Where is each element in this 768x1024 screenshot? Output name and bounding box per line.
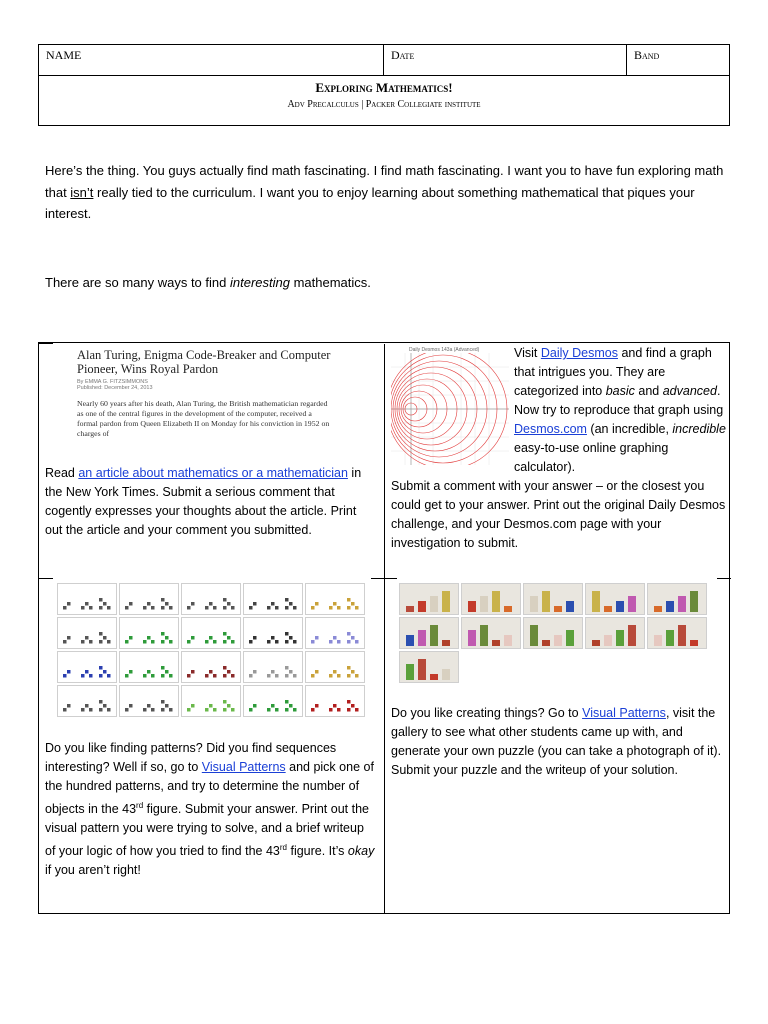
pattern-tile (305, 651, 365, 683)
patterns-instructions: Do you like finding patterns? Did you find sequences interesting? Well if so, go to Visual Patterns and pick one of the hundred patterns, and try to determine the number of objects in the 43rd figure. Submit your answer. Print out the visual pattern you were trying to solve, and a brief writeup of your logic of how you tried to find the 43rd figure. It’s okay if you aren’t right! (45, 741, 375, 878)
puzzle-photo (585, 583, 645, 615)
puzzle-photo (523, 583, 583, 615)
puzzle-photo (647, 617, 707, 649)
pattern-tile (57, 617, 117, 649)
create-instructions: Do you like creating things? Go to Visual Patterns, visit the gallery to see what other students came up with, and generate your own puzzle (you can take a photograph of it). Submit your puzzle and the writeup of your solution. (391, 706, 722, 777)
puzzle-photo (585, 617, 645, 649)
isnt-underlined: isn’t (70, 184, 94, 200)
page-subtitle: Adv Precalculus | Packer Collegiate institute (287, 99, 481, 110)
pattern-tile (119, 685, 179, 717)
nyt-excerpt: Nearly 60 years after his death, Alan Turing, the British mathematician regarded as one of the central figures in the development of the computer, received a formal pardon from Queen Elizabeth II on Monday for his conviction in 1952 on charges of (77, 399, 330, 438)
name-label: NAME (46, 48, 82, 62)
header-table (38, 44, 730, 126)
nyt-byline: By EMMA G. FITZSIMMONS (77, 379, 148, 385)
puzzle-photo (647, 583, 707, 615)
puzzle-photo (461, 617, 521, 649)
desmos-caption: Daily Desmos 143a (Advanced) (409, 347, 480, 353)
nyt-article-link[interactable]: an article about mathematics or a mathematician (78, 466, 348, 480)
nyt-article-clip (77, 348, 349, 448)
pattern-tile (243, 617, 303, 649)
pattern-tile (305, 685, 365, 717)
pattern-tile (181, 651, 241, 683)
date-label: Date (391, 48, 415, 62)
nyt-date: Published: December 24, 2013 (77, 385, 153, 391)
pattern-tile (243, 651, 303, 683)
puzzle-photo (399, 583, 459, 615)
intro-paragraph: Here’s the thing. You guys actually find math fascinating. I find math fascinating. I want you to have fun exploring math that isn’t really tied to the curriculum. I want you to enjoy learning about something mathematical that piques your interest. (45, 163, 724, 221)
puzzle-photo (399, 617, 459, 649)
pattern-tile (305, 617, 365, 649)
activities-grid (38, 342, 730, 914)
pattern-tile (305, 583, 365, 615)
date-field[interactable] (384, 45, 626, 75)
student-puzzles-gallery-thumbnail (399, 583, 709, 685)
band-label: Band (634, 48, 660, 62)
desmos-instructions-bottom: Submit a comment with your answer – or the closest you could get to your answer. Print out the original Daily Desmos challenge, and your Desmos.com page with your investigation to submit. (391, 479, 726, 550)
band-field[interactable] (627, 45, 729, 75)
pattern-tile (57, 685, 117, 717)
pattern-tile (57, 651, 117, 683)
desmos-com-link[interactable]: Desmos.com (514, 422, 587, 436)
pattern-tile (181, 583, 241, 615)
name-field[interactable] (39, 45, 384, 75)
pattern-tile (243, 583, 303, 615)
header-row (39, 45, 729, 76)
puzzle-photo (399, 651, 459, 683)
visual-patterns-gallery-link[interactable]: Visual Patterns (582, 706, 666, 720)
puzzle-photo (523, 617, 583, 649)
desmos-circles-graph (391, 353, 509, 465)
intro-paragraph-2: There are so many ways to find interesting mathematics. (45, 275, 371, 290)
page-title: Exploring Mathematics! (315, 80, 453, 95)
pattern-tile (119, 651, 179, 683)
pattern-tile (181, 617, 241, 649)
pattern-tile (119, 583, 179, 615)
desmos-graph-thumbnail (391, 345, 509, 471)
puzzle-photo (461, 583, 521, 615)
pattern-tile (119, 617, 179, 649)
nyt-headline: Alan Turing, Enigma Code-Breaker and Computer Pioneer, Wins Royal Pardon (77, 348, 331, 376)
nyt-instructions: Read an article about mathematics or a mathematician in the New York Times. Submit a serious comment that cogently expresses your thoughts about the article. Print out the article and your comment you submitted. (45, 466, 362, 537)
pattern-tile (243, 685, 303, 717)
desmos-instructions-top: Visit Daily Desmos and find a graph that intrigues you. They are categorized into basic and advanced. Now try to reproduce that graph using Desmos.com (an incredible, incredible easy-to-use online graphing calculator). (514, 346, 726, 474)
visual-patterns-link[interactable]: Visual Patterns (201, 760, 286, 774)
visual-patterns-gallery-thumbnail (57, 583, 367, 719)
pattern-tile (57, 583, 117, 615)
pattern-tile (181, 685, 241, 717)
daily-desmos-link[interactable]: Daily Desmos (540, 346, 618, 360)
